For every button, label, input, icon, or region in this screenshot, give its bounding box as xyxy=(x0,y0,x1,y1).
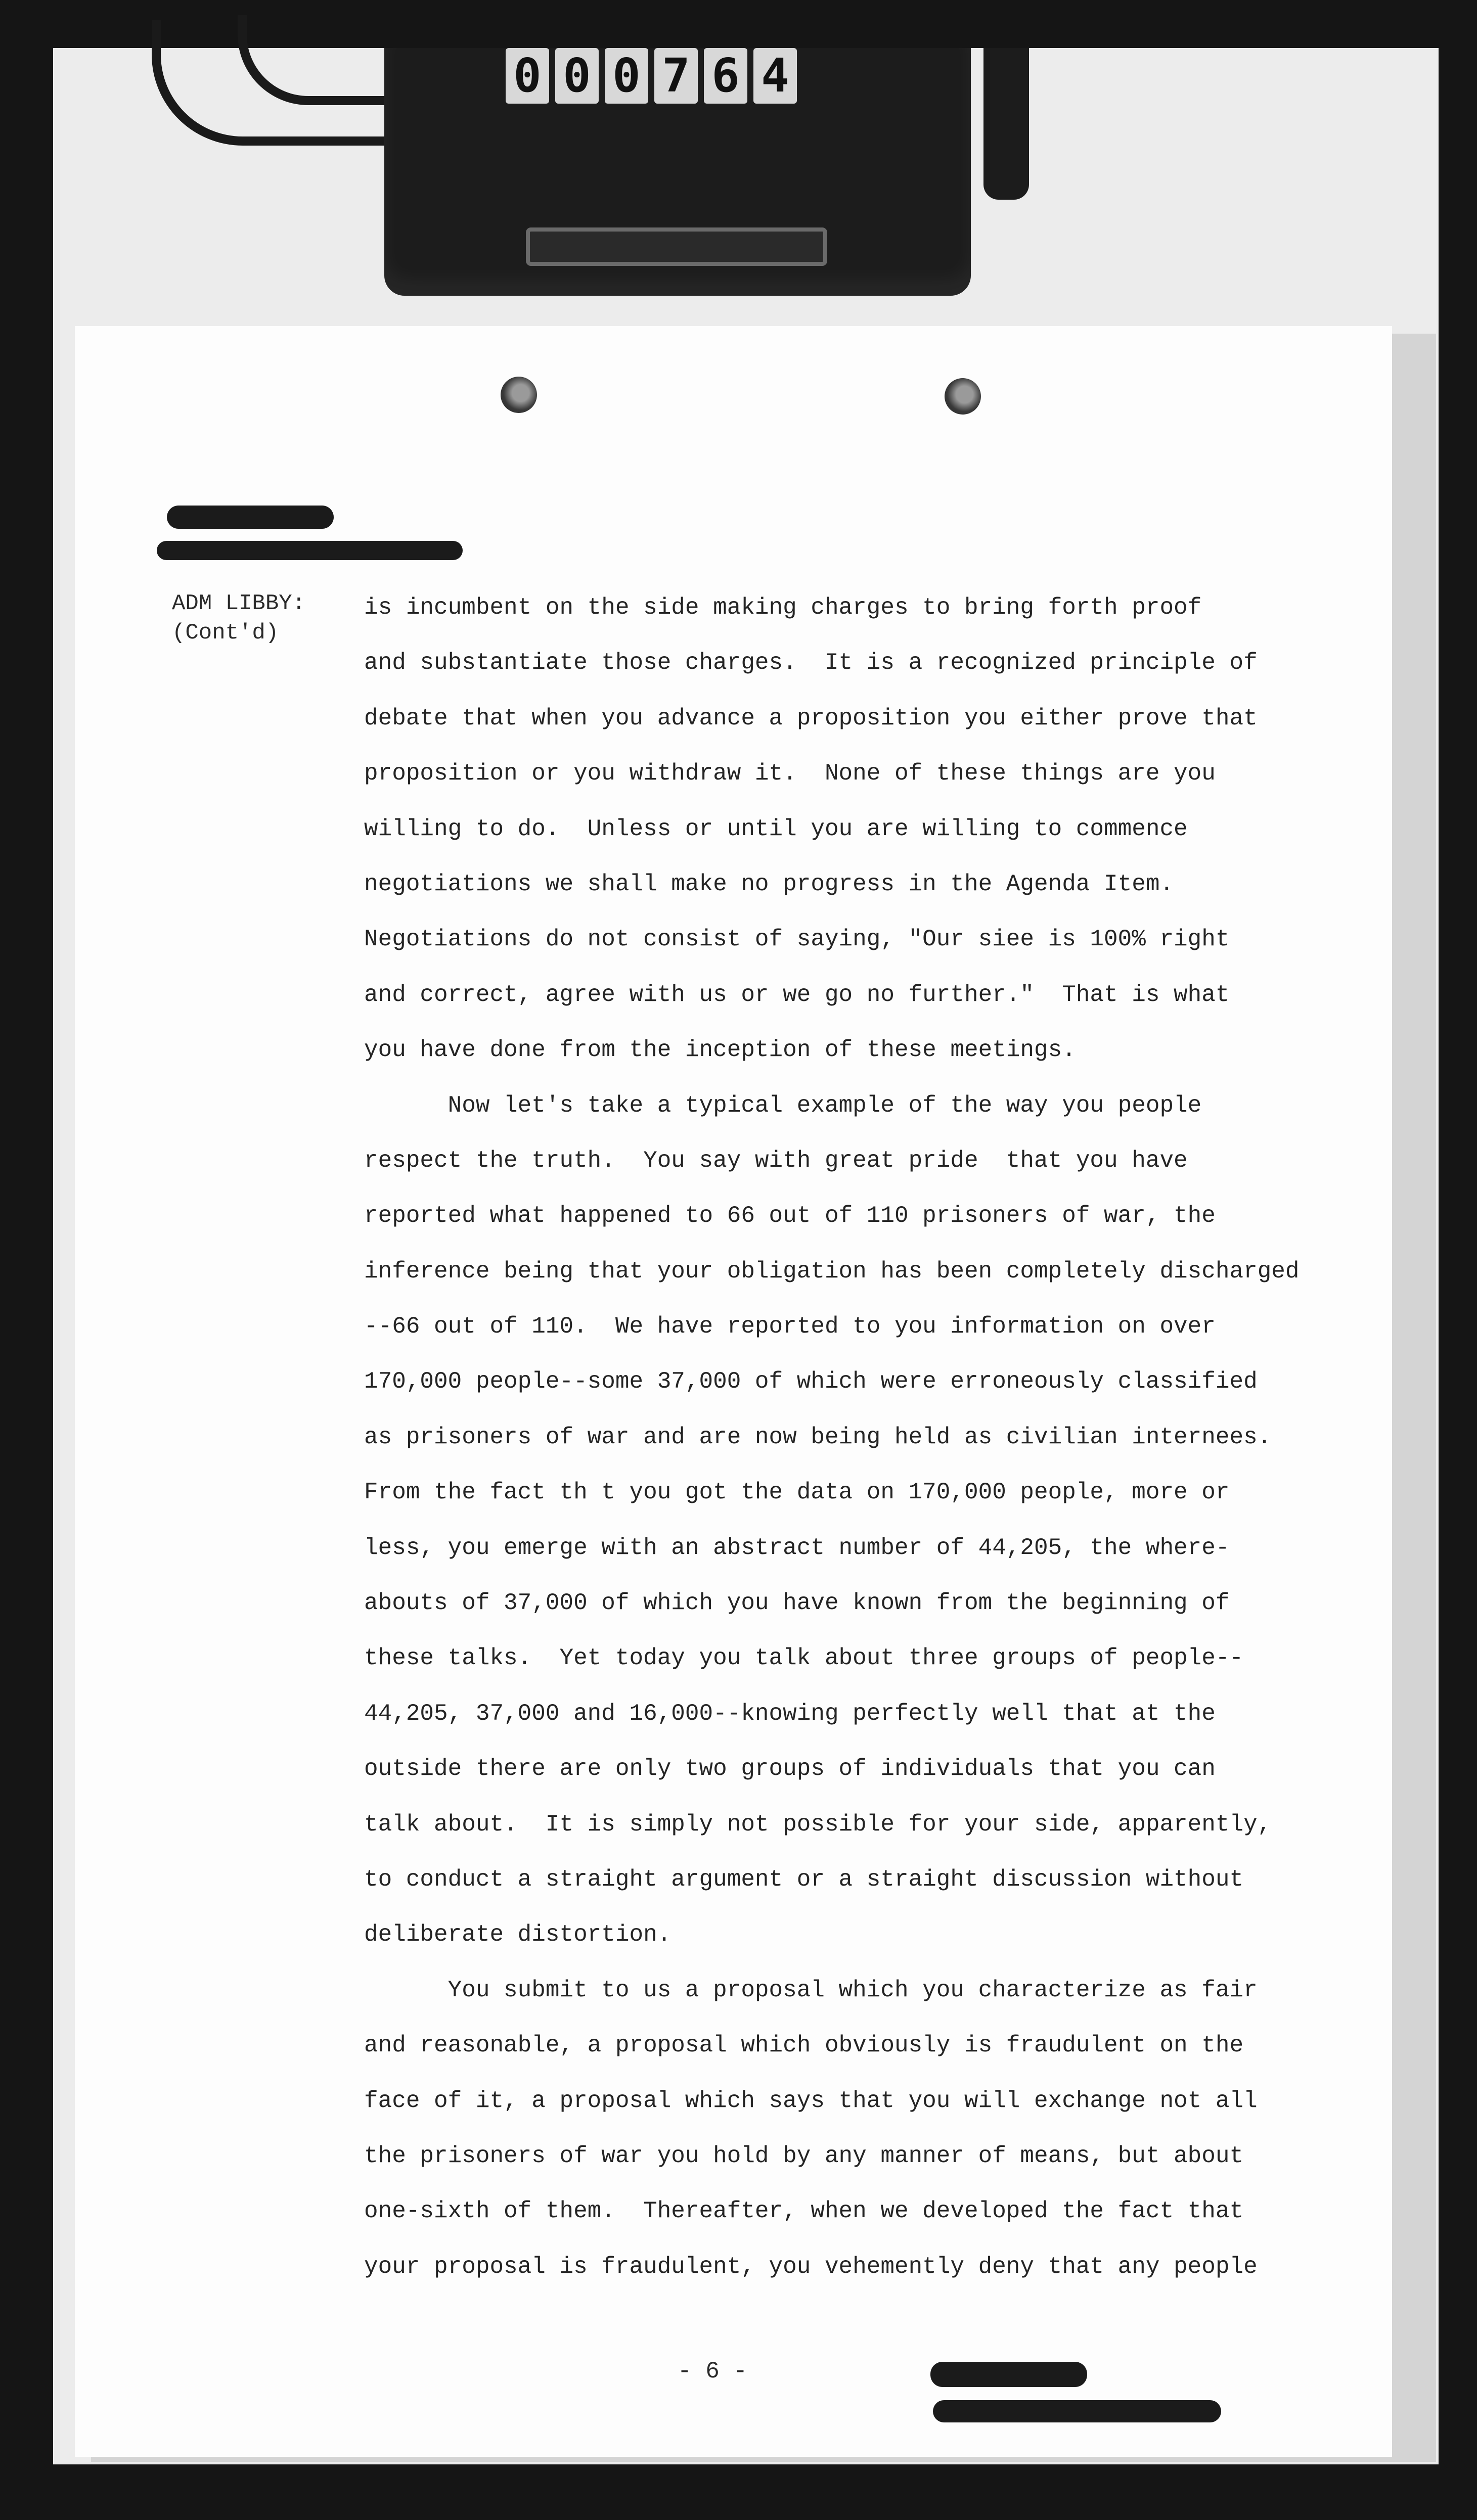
document-body xyxy=(364,592,1350,2307)
text-line: talk about. It is simply not possible for your side, apparently, xyxy=(364,1811,1272,1838)
page-counter-plate xyxy=(526,227,827,266)
text-line: and substantiate those charges. It is a recognized principle of xyxy=(364,650,1258,676)
page-counter-knob xyxy=(983,48,1029,200)
text-line: Now let's take a typical example of the way you people xyxy=(364,1092,1202,1119)
text-line: the prisoners of war you hold by any manner of means, but about xyxy=(364,2142,1244,2169)
text-line: outside there are only two groups of individuals that you can xyxy=(364,1756,1216,1782)
speaker-name: ADM LIBBY: xyxy=(172,591,306,616)
text-line: and reasonable, a proposal which obviously is fraudulent on the xyxy=(364,2032,1244,2059)
page-counter-digits xyxy=(506,48,797,104)
text-line: you have done from the inception of these meetings. xyxy=(364,1037,1076,1064)
counter-digit: 6 xyxy=(704,48,747,104)
text-line: to conduct a straight argument or a straight discussion without xyxy=(364,1866,1244,1893)
text-line: and correct, agree with us or we go no further." That is what xyxy=(364,981,1230,1008)
redacted-classification-mark xyxy=(933,2400,1221,2422)
text-line: 44,205, 37,000 and 16,000--knowing perfectly well that at the xyxy=(364,1700,1216,1727)
speaker-label xyxy=(172,589,305,648)
text-line: is incumbent on the side making charges to bring forth proof xyxy=(364,594,1202,621)
text-line: abouts of 37,000 of which you have known from the beginning of xyxy=(364,1590,1230,1617)
speaker-continued: (Cont'd) xyxy=(172,620,279,646)
punch-hole-left xyxy=(501,377,537,413)
text-line: From the fact th t you got the data on 170,000 people, more or xyxy=(364,1479,1230,1506)
text-line: 170,000 people--some 37,000 of which were erroneously classified xyxy=(364,1368,1258,1395)
punch-hole-right xyxy=(945,378,981,415)
text-line: as prisoners of war and are now being held as civilian internees. xyxy=(364,1424,1272,1450)
text-line: inference being that your obligation has been completely discharged xyxy=(364,1258,1300,1285)
page-number: - 6 - xyxy=(678,2358,748,2385)
counter-digit: 7 xyxy=(654,48,698,104)
text-line: less, you emerge with an abstract number of 44,205, the where- xyxy=(364,1534,1230,1561)
text-line: these talks. Yet today you talk about three groups of people-- xyxy=(364,1645,1244,1672)
text-line: proposition or you withdraw it. None of these things are you xyxy=(364,760,1216,787)
text-line: one-sixth of them. Thereafter, when we developed the fact that xyxy=(364,2198,1244,2225)
text-line: willing to do. Unless or until you are willing to commence xyxy=(364,815,1188,842)
text-line: deliberate distortion. xyxy=(364,1921,672,1948)
counter-digit: 4 xyxy=(753,48,797,104)
text-line: Negotiations do not consist of saying, "Our siee is 100% right xyxy=(364,926,1230,953)
text-line: debate that when you advance a proposition you either prove that xyxy=(364,705,1258,731)
counter-digit: 0 xyxy=(605,48,648,104)
redacted-classification-mark xyxy=(930,2362,1087,2387)
text-line: --66 out of 110. We have reported to you information on over xyxy=(364,1313,1216,1340)
text-line: You submit to us a proposal which you characterize as fair xyxy=(364,1977,1258,2003)
text-line: negotiations we shall make no progress in the Agenda Item. xyxy=(364,870,1174,897)
text-line: respect the truth. You say with great pride that you have xyxy=(364,1147,1188,1174)
text-line: your proposal is fraudulent, you vehemently deny that any people xyxy=(364,2253,1258,2280)
redacted-classification-mark xyxy=(157,541,463,560)
text-line: reported what happened to 66 out of 110 prisoners of war, the xyxy=(364,1203,1216,1229)
counter-digit: 0 xyxy=(555,48,599,104)
text-line: face of it, a proposal which says that you will exchange not all xyxy=(364,2087,1258,2114)
redacted-classification-mark xyxy=(167,506,334,529)
counter-digit: 0 xyxy=(506,48,549,104)
